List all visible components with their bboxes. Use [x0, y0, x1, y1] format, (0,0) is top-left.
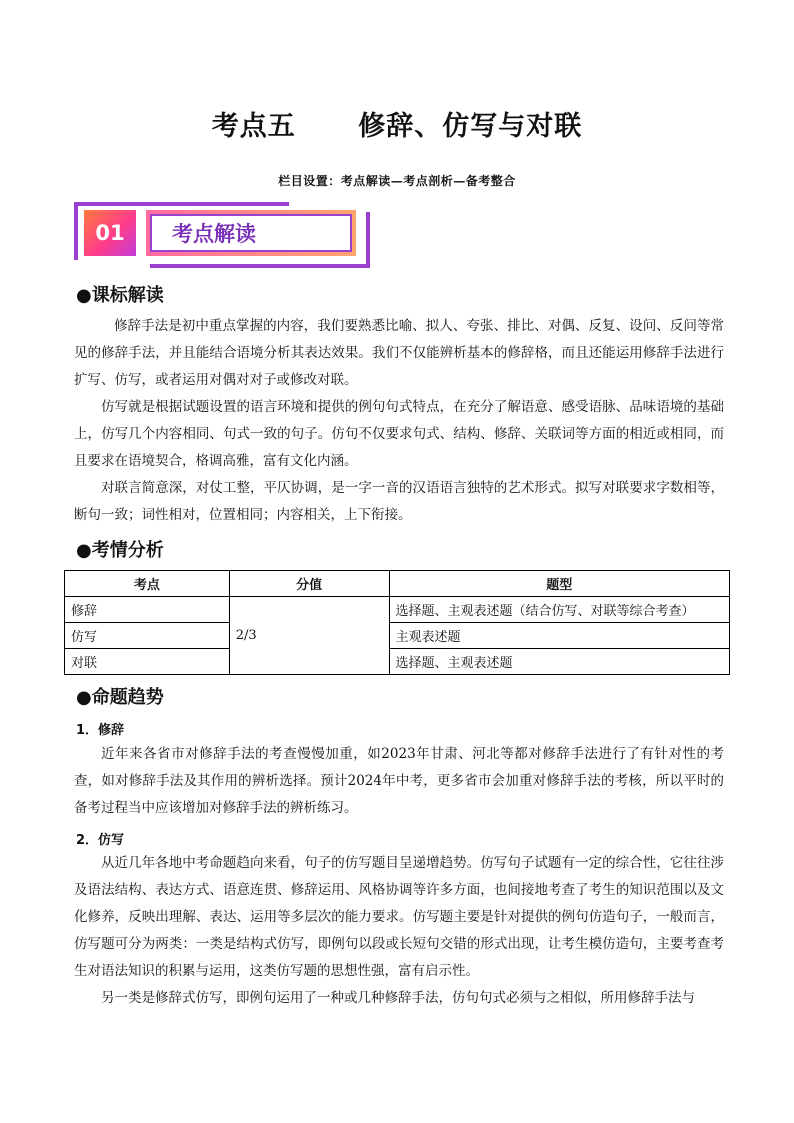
table-row: [65, 623, 730, 649]
banner-label: 考点解读: [150, 214, 352, 252]
sub-heading-rhetoric: 1．修辞: [76, 723, 125, 738]
table-cell-type: 选择题、主观表述题: [389, 649, 729, 675]
section-heading-trend: ●命题趋势: [76, 687, 164, 708]
banner-number: 01: [84, 210, 136, 256]
table-header-cell: 分值: [229, 571, 389, 597]
table-cell-point: 对联: [65, 649, 230, 675]
paragraph: 近年来各省市对修辞手法的考查慢慢加重，如2023年甘肃、河北等都对修辞手法进行了有针对性的考查，如对修辞手法及其作用的辨析选择。预计2024年中考，更多省市会加重对修辞手法的考核，所以平时的备考过程当中应该增加对修辞手法的辨析练习。: [74, 746, 724, 816]
column-setting: 栏目设置：考点解读—考点剖析—备考整合: [278, 174, 516, 188]
page-title: 考点五 修辞、仿写与对联: [211, 111, 583, 142]
paragraph: 仿写就是根据试题设置的语言环境和提供的例句句式特点，在充分了解语意、感受语脉、品味语境的基础上，仿写几个内容相同、句式一致的句子。仿句不仅要求句式、结构、修辞、关联词等方面的相近或相同，而且要求在语境契合，格调高雅，富有文化内涵。: [74, 399, 724, 469]
paragraph: 修辞手法是初中重点掌握的内容，我们要熟悉比喻、拟人、夸张、排比、对偶、反复、设问、反问等常见的修辞手法，并且能结合语境分析其表达效果。我们不仅能辨析基本的修辞格，而且还能运用修辞手法进行扩写、仿写，或者运用对偶对对子或修改对联。: [74, 318, 724, 388]
table-cell-type: 主观表述题: [389, 623, 729, 649]
section-banner: [74, 200, 304, 270]
table-row: [65, 597, 730, 623]
paragraph: 从近几年各地中考命题趋向来看，句子的仿写题目呈递增趋势。仿写句子试题有一定的综合性，它往往涉及语法结构、表达方式、语意连贯、修辞运用、风格协调等许多方面，也间接地考查了考生的知识范围以及文化修养，反映出理解、表达、运用等多层次的能力要求。仿写题主要是针对提供的例句仿造句子，一般而言，仿写题可分为两类：一类是结构式仿写，即例句以段或长短句交错的形式出现，让考生模仿造句，主要考查考生对语法知识的积累与运用，这类仿写题的思想性强，富有启示性。: [74, 855, 724, 979]
exam-analysis-table: [64, 570, 730, 675]
table-row: [65, 649, 730, 675]
table-header-cell: 题型: [389, 571, 729, 597]
banner-frame: [74, 202, 289, 206]
banner-frame: [74, 202, 78, 260]
paragraph: 对联言简意深，对仗工整，平仄协调，是一字一音的汉语语言独特的艺术形式。拟写对联要求字数相等，断句一致；词性相对，位置相同；内容相关，上下衔接。: [74, 480, 724, 523]
table-header-cell: 考点: [65, 571, 230, 597]
table-cell-point: 仿写: [65, 623, 230, 649]
section-heading-analysis: ●考情分析: [76, 540, 164, 561]
table-cell-type: 选择题、主观表述题（结合仿写、对联等综合考查）: [389, 597, 729, 623]
sub-heading-imitation: 2．仿写: [76, 833, 125, 848]
table-cell-point: 修辞: [65, 597, 230, 623]
banner-frame: [366, 212, 370, 268]
table-header-row: [65, 571, 730, 597]
table-cell-score: 2/3: [229, 597, 389, 675]
paragraph: 另一类是修辞式仿写，即例句运用了一种或几种修辞手法，仿句句式必须与之相似，所用修辞手法与: [101, 990, 695, 1006]
section-heading-standard: ●课标解读: [76, 285, 164, 306]
banner-frame: [150, 264, 370, 268]
